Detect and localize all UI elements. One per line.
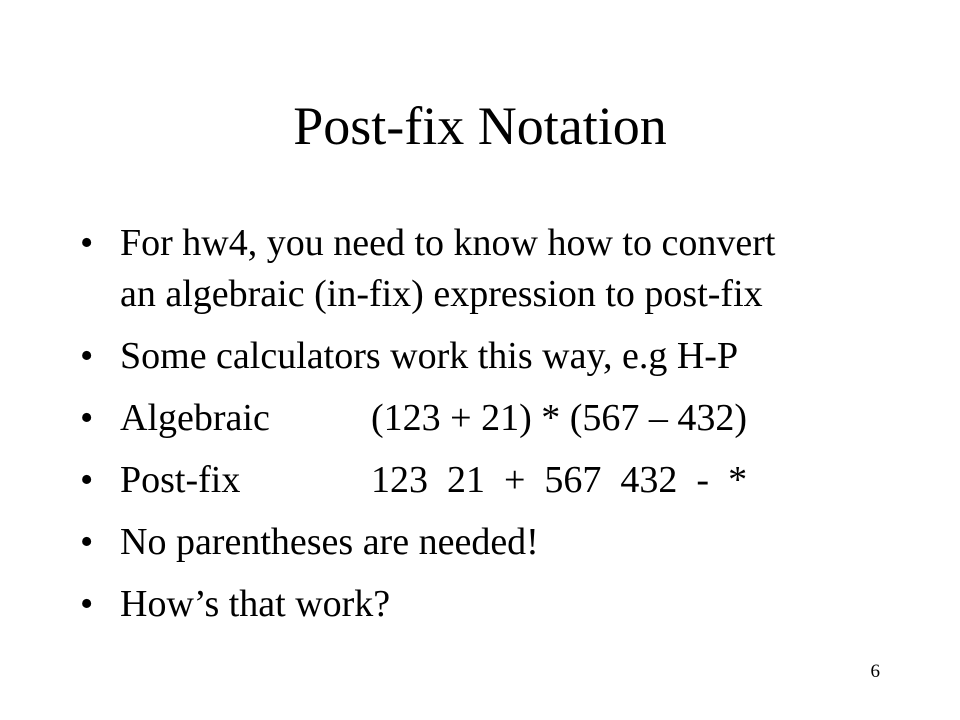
bullet-marker: •	[80, 397, 94, 439]
bullet-list	[78, 218, 918, 641]
notation-label-postfix: Post-fix	[120, 459, 241, 501]
bullet-text: No parentheses are needed!	[120, 521, 539, 563]
bullet-marker: •	[80, 459, 94, 501]
bullet-item-hw4	[78, 218, 918, 320]
bullet-marker: •	[80, 521, 94, 563]
page-number: 6	[870, 661, 880, 682]
bullet-item-calculators	[78, 331, 918, 382]
bullet-item-algebraic	[78, 393, 918, 444]
bullet-item-postfix	[78, 455, 918, 506]
bullet-text	[120, 218, 918, 320]
bullet-marker: •	[80, 583, 94, 625]
algebraic-expression: (123 + 21) * (567 – 432)	[371, 397, 748, 439]
postfix-expression: 123 21 + 567 432 - *	[371, 459, 748, 501]
slide-title: Post-fix Notation	[293, 96, 667, 156]
bullet-item-no-parentheses	[78, 517, 918, 568]
bullet-text-line-2: an algebraic (in-fix) expression to post-fix	[120, 273, 763, 315]
bullet-marker: •	[80, 335, 94, 377]
bullet-text: Some calculators work this way, e.g H-P	[120, 335, 739, 377]
bullet-marker: •	[80, 222, 94, 264]
bullet-item-question	[78, 579, 918, 630]
bullet-text-line-1: For hw4, you need to know how to convert	[120, 222, 776, 264]
notation-label-algebraic: Algebraic	[120, 397, 270, 439]
bullet-text: How’s that work?	[120, 583, 391, 625]
